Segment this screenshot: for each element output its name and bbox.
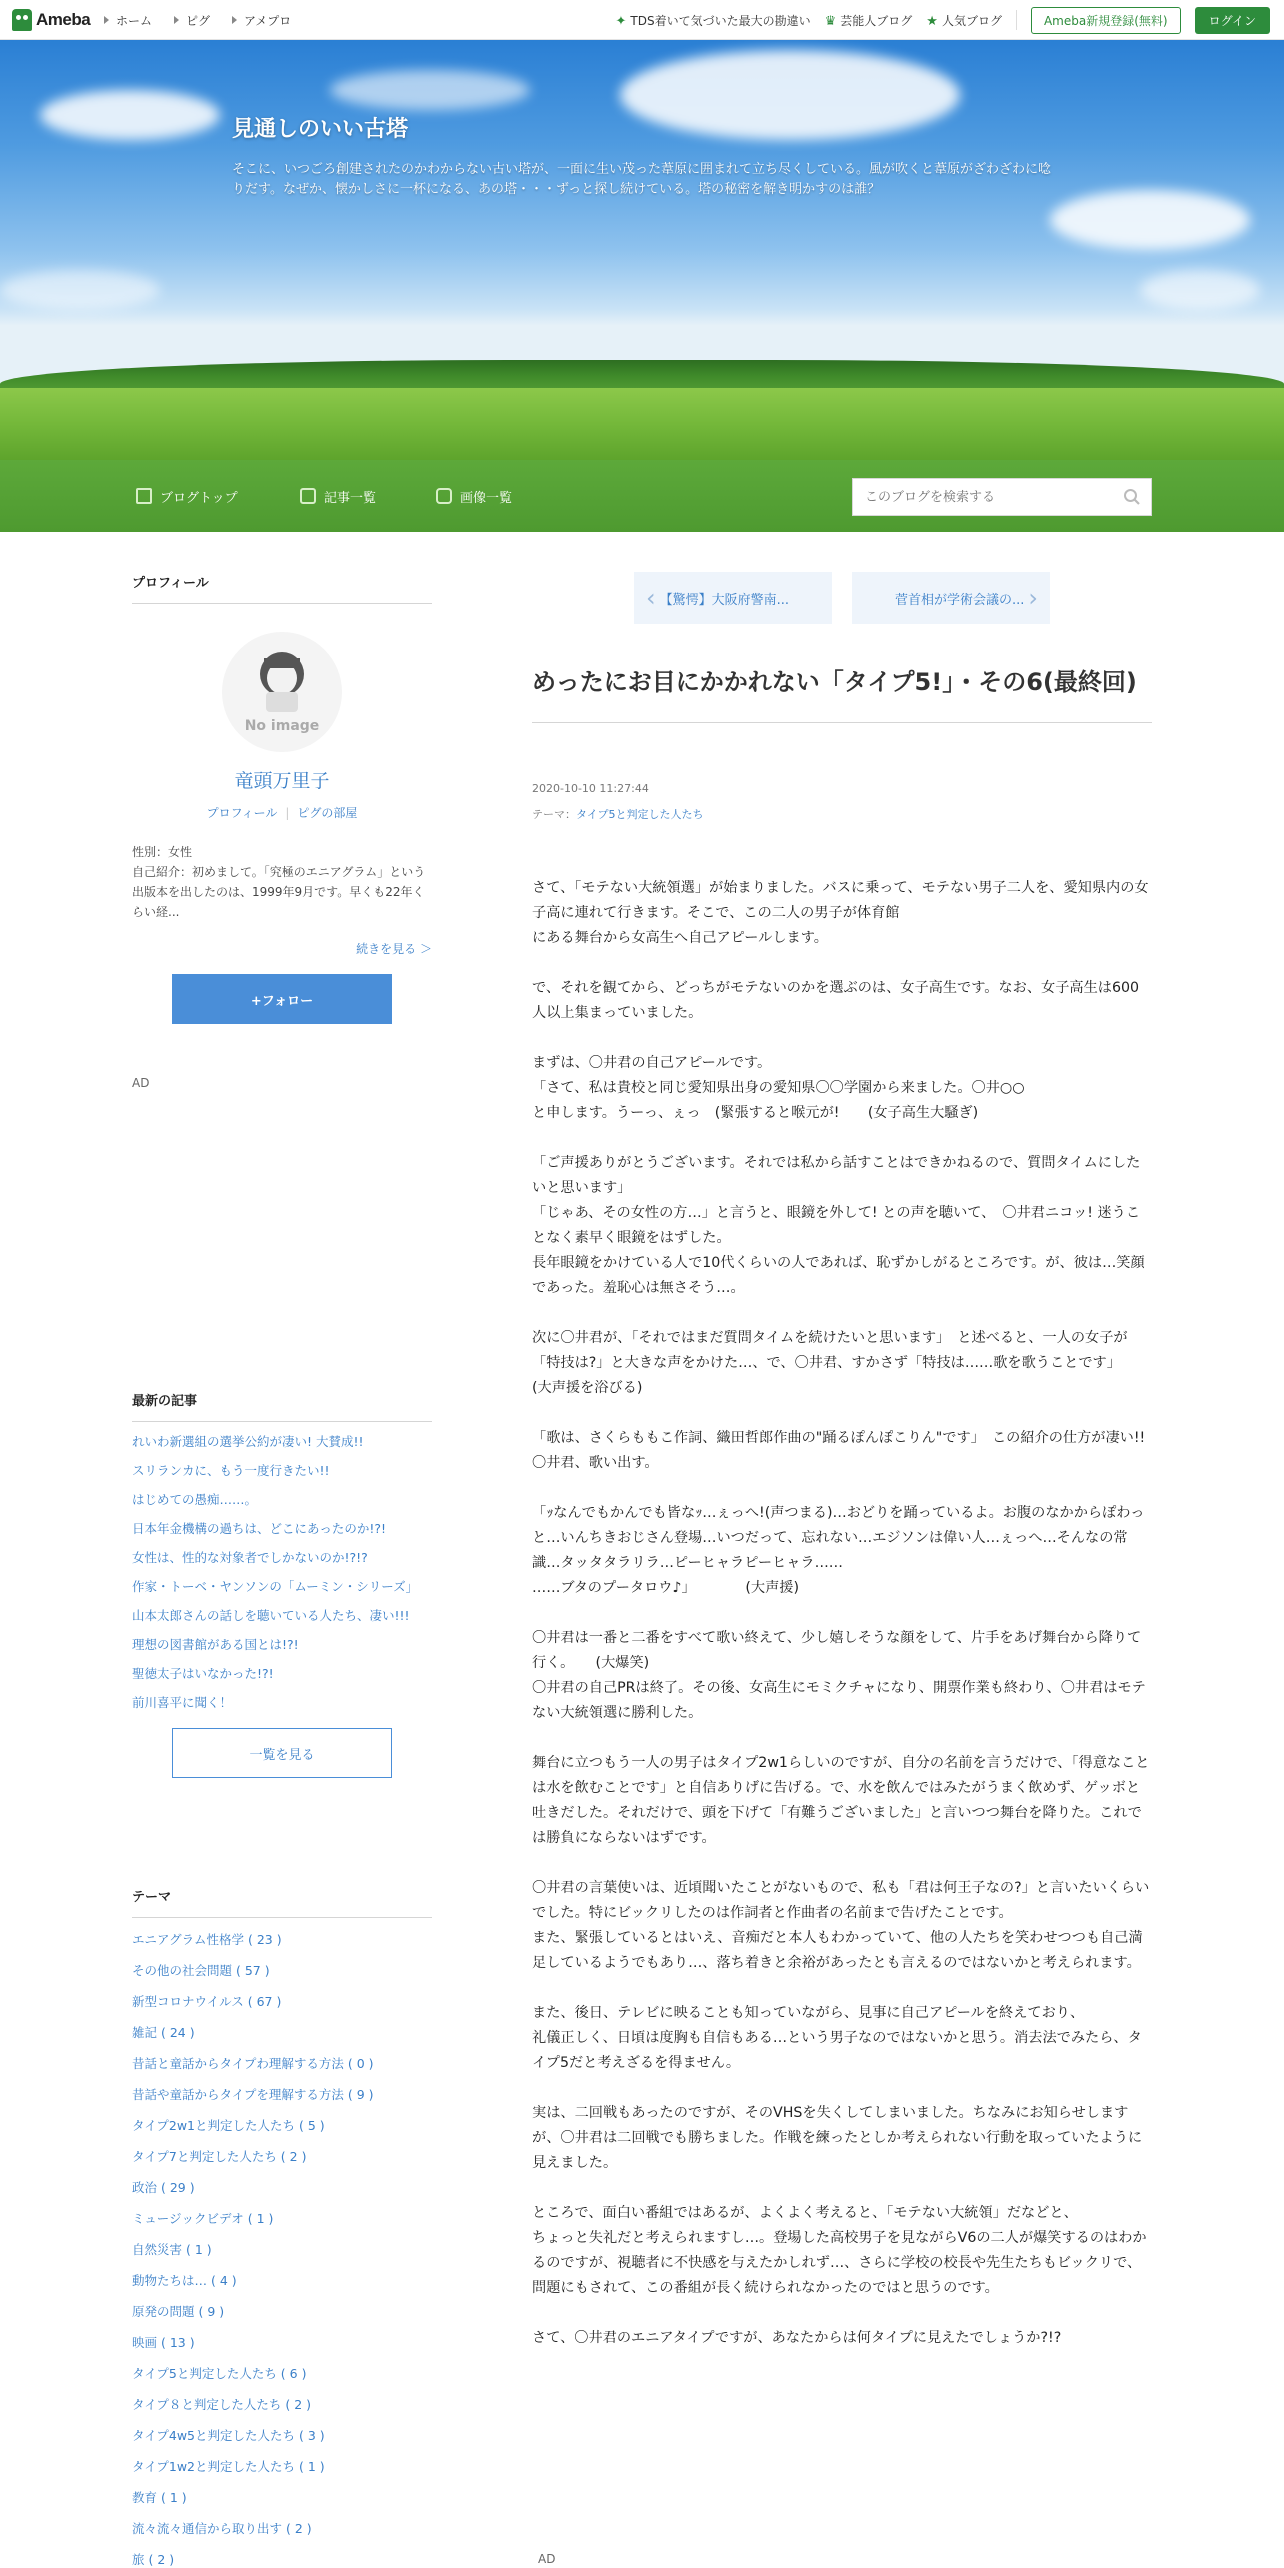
theme-item[interactable]: 雑記 ( 24 ) (132, 2025, 195, 2040)
nav-amepro-label: アメプロ (244, 13, 292, 28)
link-trending[interactable] (616, 12, 811, 29)
profile-intro: 自己紹介：初めまして。「究極のエニアグラム」という出版本を出したのは、1999年9月です。早くも22年くらい経... (132, 865, 426, 919)
article-date: 2020-10-10 11:27:44 (532, 782, 649, 795)
register-button[interactable]: Ameba新規登録(無料) (1031, 7, 1181, 34)
document-icon (136, 488, 152, 504)
sparkle-icon: ✦ (615, 13, 627, 29)
paragraph: 次に〇井君が、「それではまだ質問タイムを続けたいと思います」 と述べると、一人の女子が「特技は?」と大きな声をかけた…、で、〇井君、すかさず「特技は……歌を歌うことです」 (大声援を浴びる) (532, 1330, 1143, 1396)
recent-heading: 最新の記事 (132, 1390, 432, 1422)
recent-item[interactable]: 理想の図書館がある国とは!?! (132, 1637, 299, 1652)
profile-heading: プロフィール (132, 572, 432, 604)
article-body (532, 876, 1160, 2376)
avatar-placeholder-text: No image (244, 718, 320, 734)
blog-search (852, 478, 1152, 516)
recent-item[interactable]: 作家・トーベ・ヤンソンの「ムーミン・シリーズ」 (132, 1579, 419, 1594)
copy-icon (300, 488, 316, 504)
global-header (0, 0, 1284, 40)
theme-item[interactable]: ミュージックビデオ ( 1 ) (132, 2211, 274, 2226)
pigg-room-link[interactable]: ピグの部屋 (297, 806, 358, 820)
link-popular-blogs[interactable] (926, 12, 1002, 29)
nav-home-label: ホーム (116, 13, 153, 28)
theme-item[interactable]: エニアグラム性格学 ( 23 ) (132, 1932, 282, 1947)
paragraph: で、それを観てから、どっちがモテないのかを選ぶのは、女子高生です。なお、女子高生は600人以上集まっていました。 (532, 980, 1140, 1021)
themes-list (132, 1930, 432, 2568)
login-button[interactable]: ログイン (1195, 7, 1270, 34)
paragraph: 舞台に立つもう一人の男子はタイプ2w1らしいのですが、自分の名前を言うだけで、「得意なことは水を飲むことです」と自信ありげに告げる。で、水を飲んではみたがうまく飲めず、ゲッボと吐きだした。それだけで、頭を下げて「有難うございました」と言いつつ舞台を降りた。これでは勝負にならないはずです。 (532, 1755, 1150, 1846)
cloud (40, 90, 220, 140)
recent-item[interactable]: れいわ新選組の選挙公約が凄い! 大賛成!! (132, 1434, 364, 1449)
nav-blog-top[interactable] (136, 460, 238, 532)
arrow-icon (104, 16, 109, 24)
theme-item[interactable]: 教育 ( 1 ) (132, 2490, 187, 2505)
recent-list (132, 1432, 432, 1712)
themes (132, 1886, 432, 2568)
ad-label-main: AD (538, 2552, 556, 2566)
theme-item[interactable]: 昔話と童話からタイプわ理解する方法 ( 0 ) (132, 2056, 374, 2071)
divider (1016, 10, 1017, 30)
ameba-logo[interactable] (12, 8, 90, 32)
theme-item[interactable]: 動物たちは… ( 4 ) (132, 2273, 237, 2288)
nav-article-list-label: 記事一覧 (324, 490, 377, 506)
blog-title[interactable]: 見通しのいい古塔 (232, 117, 409, 142)
paragraph: ところで、面白い番組ではあるが、よくよく考えると、「モテない大統領」だなどと、 ちょっと失礼だと考えられますし…。登場した高校男子を見ながらV6の二人が爆笑するのはわかるのですが、視聴者に不快感を与えたかしれず…、さらに学校の校長や先生たちもビックリで、問題にもされて、この番組が長く続けられなかったのではと思うのです。 (532, 2205, 1147, 2296)
profile-links (132, 804, 432, 821)
nav-pigg[interactable] (174, 12, 210, 29)
nav-blog-top-label: ブログトップ (160, 490, 238, 506)
chevron-right-icon: › (1028, 584, 1038, 612)
arrow-icon (232, 16, 237, 24)
theme-item[interactable]: 映画 ( 13 ) (132, 2335, 195, 2350)
profile-text (132, 842, 432, 922)
link-celebrity-blogs[interactable] (825, 12, 913, 29)
recent-item[interactable]: スリランカに、もう一度行きたい!! (132, 1463, 330, 1478)
no-image-avatar-icon (222, 632, 342, 752)
theme-item[interactable]: タイプ7と判定した人たち ( 2 ) (132, 2149, 307, 2164)
recent-item[interactable]: 女性は、性的な対象者でしかないのか!?!? (132, 1550, 368, 1565)
recent-item[interactable]: 聖徳太子はいなかった!?! (132, 1666, 274, 1681)
read-more-link[interactable]: 続きを見る ＞ (356, 942, 432, 956)
theme-item[interactable]: 政治 ( 29 ) (132, 2180, 195, 2195)
blog-header-image (0, 40, 1284, 460)
profile-gender: 性別：女性 (132, 845, 193, 859)
global-right-links (616, 0, 1270, 40)
search-icon[interactable] (1123, 488, 1141, 506)
themes-heading: テーマ (132, 1886, 432, 1918)
theme-item[interactable]: 昔話や童話からタイプを理解する方法 ( 9 ) (132, 2087, 374, 2102)
theme-item[interactable]: タイプ８と判定した人たち ( 2 ) (132, 2397, 312, 2412)
star-icon: ★ (926, 13, 938, 29)
link-popular-label: 人気ブログ (941, 13, 1002, 28)
link-celebrity-label: 芸能人ブログ (840, 13, 913, 28)
theme-item[interactable]: タイプ4w5と判定した人たち ( 3 ) (132, 2428, 325, 2443)
theme-item[interactable]: 新型コロナウイルス ( 67 ) (132, 1994, 282, 2009)
paragraph: 〇井君は一番と二番をすべて歌い終えて、少し嬉しそうな顔をして、片手をあげ舞台から降りて行く。 (大爆笑) 〇井君の自己PRは終了。その後、女高生にモミクチャになり、開票作業も終わり、〇井君はモテない大統領選に勝利した。 (532, 1630, 1146, 1721)
paragraph: 実は、二回戦もあったのですが、そのVHSを失くしてしまいました。ちなみにお知らせしますが、〇井君は二回戦でも勝ちました。作戦を練ったとしか考えられない行動を取っていたように見えました。 (532, 2105, 1143, 2171)
nav-image-list[interactable] (436, 460, 512, 532)
recent-item[interactable]: はじめての愚痴……。 (132, 1492, 258, 1507)
theme-item[interactable]: タイプ2w1と判定した人たち ( 5 ) (132, 2118, 325, 2133)
blog-description: そこに、いつごろ創建されたのかわからない古い塔が、一面に生い茂った葦原に囲まれて立ち尽くしている。風が吹くと葦原がざわざわに唸りだす。なぜか、懐かしさに一杯になる、あの塔・・・ずっと探し続けている。塔の秘密を解き明かすのは誰？ (232, 162, 1052, 197)
chevron-left-icon: ‹ (646, 584, 656, 612)
theme-label: テーマ： (532, 808, 576, 821)
separator: | (285, 806, 290, 820)
view-list-button[interactable]: 一覧を見る (172, 1728, 392, 1778)
recent-item[interactable]: 日本年金機構の過ちは、どこにあったのか!?! (132, 1521, 387, 1536)
paragraph: まずは、〇井君の自己アピールです。 「さて、私は貴校と同じ愛知県出身の愛知県〇〇学園から来ました。〇井○○ と申します。うーっ、ぇっ (緊張すると喉元が! (女子高生大騒ぎ) (532, 1055, 1025, 1121)
paragraph: 〇井君の言葉使いは、近頃聞いたことがないもので、私も「君は何王子なの?」と言いたいくらいでした。特にビックリしたのは作詞者と作曲者の名前まで告げたことです。 また、緊張しているとはいえ、音痴だと本人もわかっていて、他の人たちを笑わせつつも自己満足しているようでもあり…、落ち着きと余裕があったとも言えるのではないかと考えられます。 (532, 1880, 1150, 1971)
article-theme (532, 806, 703, 822)
article-title[interactable]: めったにお目にかかれない「タイプ5!」・その6(最終回) (532, 664, 1152, 723)
cloud (620, 50, 960, 140)
prev-article-title: 【驚愕】大阪府警南... (659, 592, 790, 608)
paragraph: さて、「モテない大統領選」が始まりました。バスに乗って、モテない男子二人を、愛知県内の女子高に連れて行きます。そこで、この二人の男子が体育館 にある舞台から女高生へ自己アピールします。 (532, 880, 1149, 946)
nav-image-list-label: 画像一覧 (460, 490, 513, 506)
cloud (1140, 270, 1260, 310)
nav-home[interactable] (104, 12, 152, 29)
theme-item[interactable]: 流々流々通信から取り出す ( 2 ) (132, 2521, 312, 2536)
crown-icon: ♛ (824, 13, 837, 29)
ad-label: AD (132, 1076, 150, 1090)
follow-button[interactable]: +フォロー (172, 974, 392, 1024)
article-theme-link[interactable]: タイプ5と判定した人たち (576, 808, 704, 821)
recent-articles (132, 1390, 432, 1778)
cloud (0, 270, 160, 310)
next-article-link[interactable] (852, 572, 1050, 624)
paragraph: 「ご声援ありがとうございます。それでは私から話すことはできかねるので、質問タイムにしたいと思います」 「じゃあ、その女性の方…」と言うと、眼鏡を外して! との声を聴いて、 〇井君ニコッ! 迷うことなく素早く眼鏡をはずした。 長年眼鏡をかけている人で10代くらいの人であれば、恥ずかしがるところです。が、彼は…笑顔であった。羞恥心は無さそう…。 (532, 1155, 1145, 1296)
profile-name[interactable]: 竜頭万里子 (234, 770, 330, 792)
nav-amepro[interactable] (232, 12, 291, 29)
link-trending-label: TDS着いて気づいた最大の勘違い (630, 13, 811, 28)
theme-item[interactable]: その他の社会問題 ( 57 ) (132, 1963, 270, 1978)
paragraph: さて、〇井君のエニアタイプですが、あなたからは何タイプに見えたでしょうか?!? (532, 2330, 1062, 2346)
sidebar (132, 572, 432, 2567)
paragraph: 「ｯなんでもかんでも皆なｯ…ぇっへ!(声つまる)…おどりを踊っているよ。お腹のなかからぽわっと…いんちきおじさん登場…いつだって、忘れない…エジソンは偉い人…ぇっへ…そんなの常識…タッタタラリラ…ピーヒャラピーヒャラ…… ……ブタのプータロウ♪」 (大声援) (532, 1505, 1145, 1596)
arrow-icon (174, 16, 179, 24)
nav-article-list[interactable] (300, 460, 376, 532)
grass-field (0, 388, 1284, 460)
global-nav (104, 0, 291, 40)
profile-link[interactable]: プロフィール (206, 806, 278, 820)
theme-item[interactable]: 自然災害 ( 1 ) (132, 2242, 212, 2257)
search-input[interactable] (853, 479, 1093, 515)
prev-article-link[interactable] (634, 572, 832, 624)
theme-item[interactable]: 旅 ( 2 ) (132, 2552, 175, 2567)
recent-item[interactable]: 前川喜平に聞く！ (132, 1695, 233, 1710)
paragraph: 「歌は、さくらももこ作詞、織田哲郎作曲の"踊るぽんぽこりん"です」 この紹介の仕方が凄い!! 〇井君、歌い出す。 (532, 1430, 1160, 1471)
paragraph: また、後日、テレビに映ることも知っていながら、見事に自己アピールを終えており、 礼儀正しく、日頃は度胸も自信もある…という男子なのではないかと思う。消去法でみたら、タイプ5だと考えざるを得ません。 (532, 2005, 1142, 2071)
cloud (330, 70, 530, 110)
recent-item[interactable]: 山本太郎さんの話しを聴いている人たち、凄い!!! (132, 1608, 410, 1623)
avatar[interactable] (222, 632, 342, 752)
theme-item[interactable]: タイプ1w2と判定した人たち ( 1 ) (132, 2459, 325, 2474)
next-article-title: 菅首相が学術会議の... (894, 592, 1025, 608)
camera-icon (436, 488, 452, 504)
ameba-logo-icon (12, 9, 32, 31)
nav-pigg-label: ピグ (186, 13, 211, 28)
theme-item[interactable]: タイプ5と判定した人たち ( 6 ) (132, 2366, 307, 2381)
theme-item[interactable]: 原発の問題 ( 9 ) (132, 2304, 225, 2319)
cloud (1050, 190, 1250, 250)
logo-text: Ameba (36, 10, 91, 29)
